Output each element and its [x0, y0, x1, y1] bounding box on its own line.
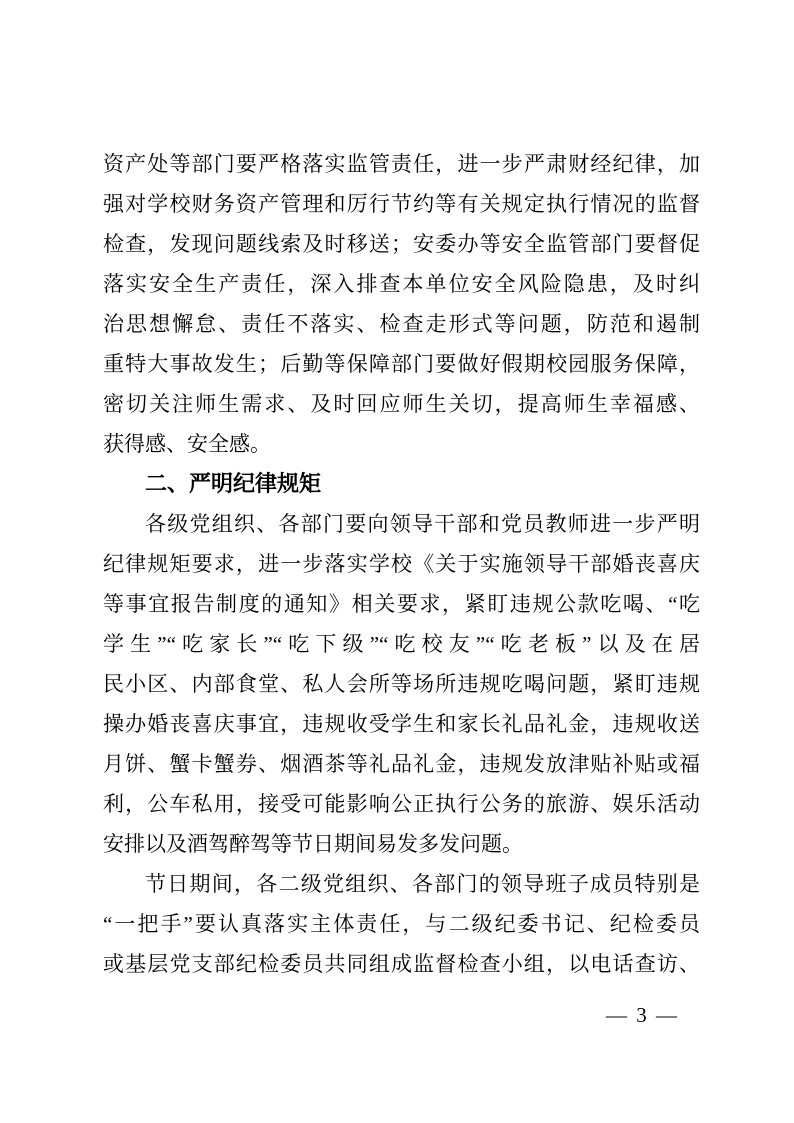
text-line: 检查，发现问题线索及时移送；安委办等安全监管部门要督促 — [103, 232, 700, 256]
text-line: 等事宜报告制度的通知》相关要求，紧盯违规公款吃喝、“吃 — [103, 592, 700, 616]
text-line: 获得感、安全感。 — [103, 432, 271, 456]
text-line: 月饼、蟹卡蟹券、烟酒茶等礼品礼金，违规发放津贴补贴或福 — [103, 752, 700, 776]
text-line: 学生”“吃家长”“吃下级”“吃校友”“吃老板”以及在居 — [103, 632, 700, 656]
text-line: 落实安全生产责任，深入排查本单位安全风险隐患，及时纠 — [103, 272, 700, 296]
text-line: 或基层党支部纪检委员共同组成监督检查小组，以电话查访、 — [103, 952, 700, 976]
text-line: 安排以及酒驾醉驾等节日期间易发多发问题。 — [103, 832, 523, 856]
text-line: 治思想懈怠、责任不落实、检查走形式等问题，防范和遏制 — [103, 312, 700, 336]
text-line: 纪律规矩要求，进一步落实学校《关于实施领导干部婚丧喜庆 — [103, 552, 700, 576]
text-line: 重特大事故发生；后勤等保障部门要做好假期校园服务保障， — [103, 352, 700, 376]
text-line: 节日期间，各二级党组织、各部门的领导班子成员特别是 — [145, 872, 700, 896]
text-line: 利，公车私用，接受可能影响公正执行公务的旅游、娱乐活动 — [103, 792, 700, 816]
section-heading: 二、严明纪律规矩 — [145, 471, 322, 496]
document-content — [103, 144, 700, 984]
text-line: 强对学校财务资产管理和厉行节约等有关规定执行情况的监督 — [103, 192, 700, 216]
text-line: 民小区、内部食堂、私人会所等场所违规吃喝问题，紧盯违规 — [103, 672, 700, 696]
text-line: 资产处等部门要严格落实监管责任，进一步严肃财经纪律，加 — [103, 152, 700, 176]
page-number: — 3 — — [606, 1003, 679, 1027]
text-line: 密切关注师生需求、及时回应师生关切，提高师生幸福感、 — [103, 392, 700, 416]
text-line: 操办婚丧喜庆事宜，违规收受学生和家长礼品礼金，违规收送 — [103, 712, 700, 736]
text-line: 各级党组织、各部门要向领导干部和党员教师进一步严明 — [145, 512, 700, 536]
text-line: “一把手”要认真落实主体责任，与二级纪委书记、纪检委员 — [103, 912, 700, 936]
